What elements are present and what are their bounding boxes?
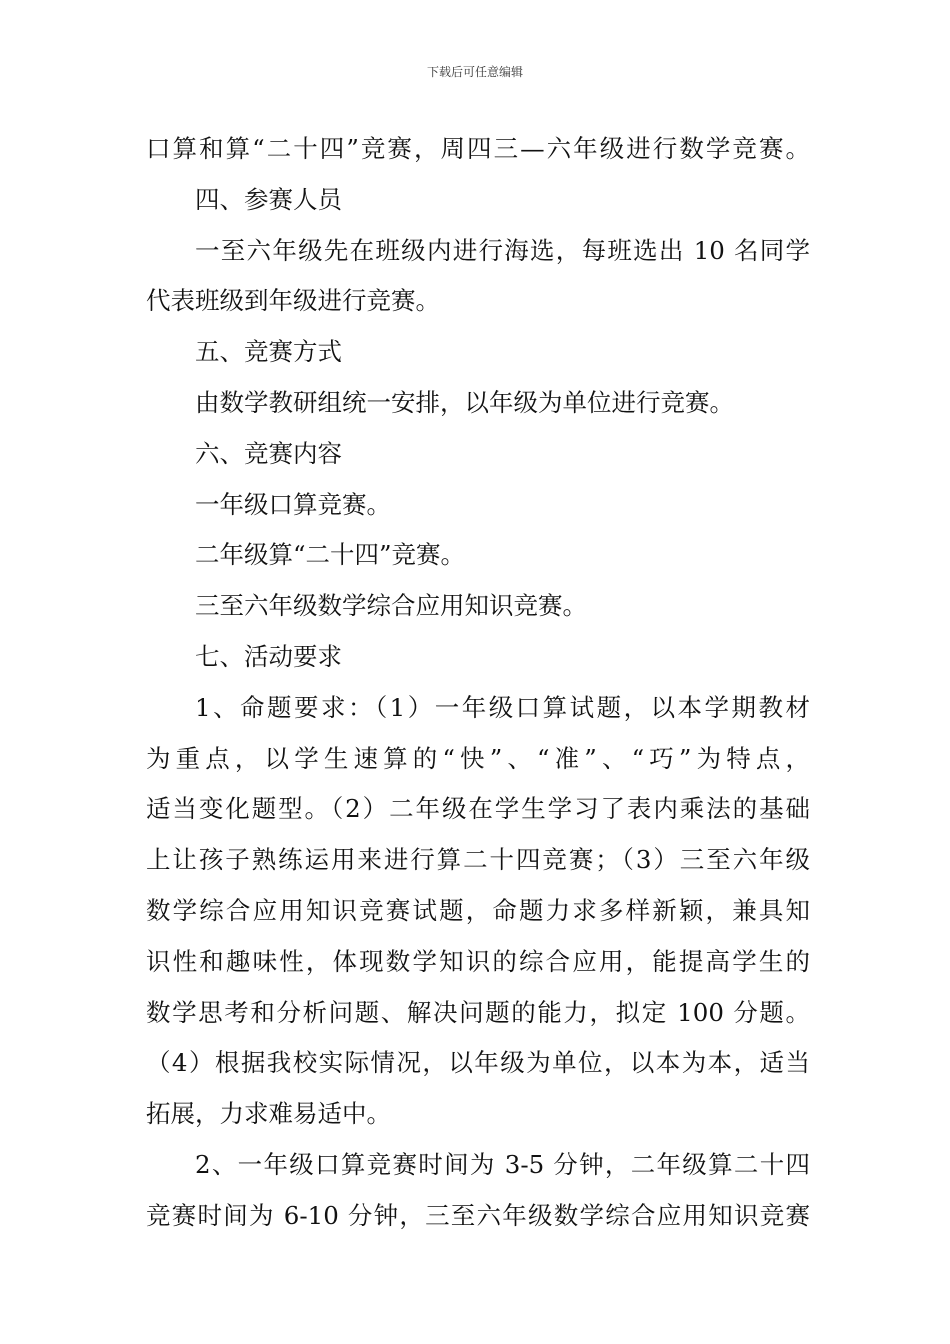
paragraph-line: 1、命题要求：（1）一年级口算试题，以本学期教材 <box>195 692 810 722</box>
paragraph-line: 一至六年级先在班级内进行海选，每班选出 10 名同学 <box>195 235 810 265</box>
paragraph-line: 二年级算“二十四”竞赛。 <box>195 540 466 570</box>
section-heading-format: 五、竞赛方式 <box>195 337 342 367</box>
section-heading-participants: 四、参赛人员 <box>195 184 342 214</box>
paragraph-line: 口算和算“二十四”竞赛，周四三—六年级进行数学竞赛。 <box>146 134 810 163</box>
paragraph-line: 竞赛时间为 6-10 分钟，三至六年级数学综合应用知识竞赛 <box>146 1200 810 1230</box>
paragraph-line: 识性和趣味性，体现数学知识的综合应用，能提高学生的 <box>146 946 810 976</box>
paragraph-line: 一年级口算竞赛。 <box>195 489 391 519</box>
paragraph-line: 适当变化题型。（2）二年级在学生学习了表内乘法的基础 <box>146 794 810 824</box>
paragraph-line: 代表班级到年级进行竞赛。 <box>146 286 440 316</box>
paragraph-line: 上让孩子熟练运用来进行算二十四竞赛；（3）三至六年级 <box>146 845 810 875</box>
paragraph-line: （4）根据我校实际情况，以年级为单位，以本为本，适当 <box>146 1048 810 1078</box>
paragraph-line: 2、一年级口算竞赛时间为 3-5 分钟，二年级算二十四 <box>195 1149 810 1179</box>
paragraph-line: 三至六年级数学综合应用知识竞赛。 <box>195 591 587 621</box>
paragraph-line: 拓展，力求难易适中。 <box>146 1099 391 1129</box>
paragraph-line: 数学综合应用知识竞赛试题，命题力求多样新颖，兼具知 <box>146 895 810 925</box>
page-header: 下载后可任意编辑 <box>426 65 523 79</box>
paragraph-line: 数学思考和分析问题、解决问题的能力，拟定 100 分题。 <box>146 997 810 1027</box>
document-body <box>146 124 810 1242</box>
paragraph-line: 由数学教研组统一安排，以年级为单位进行竞赛。 <box>195 387 734 417</box>
paragraph-line: 为重点，以学生速算的“快”、“准”、“巧”为特点， <box>146 743 810 773</box>
section-heading-content: 六、竞赛内容 <box>195 438 342 468</box>
section-heading-requirements: 七、活动要求 <box>195 641 342 671</box>
